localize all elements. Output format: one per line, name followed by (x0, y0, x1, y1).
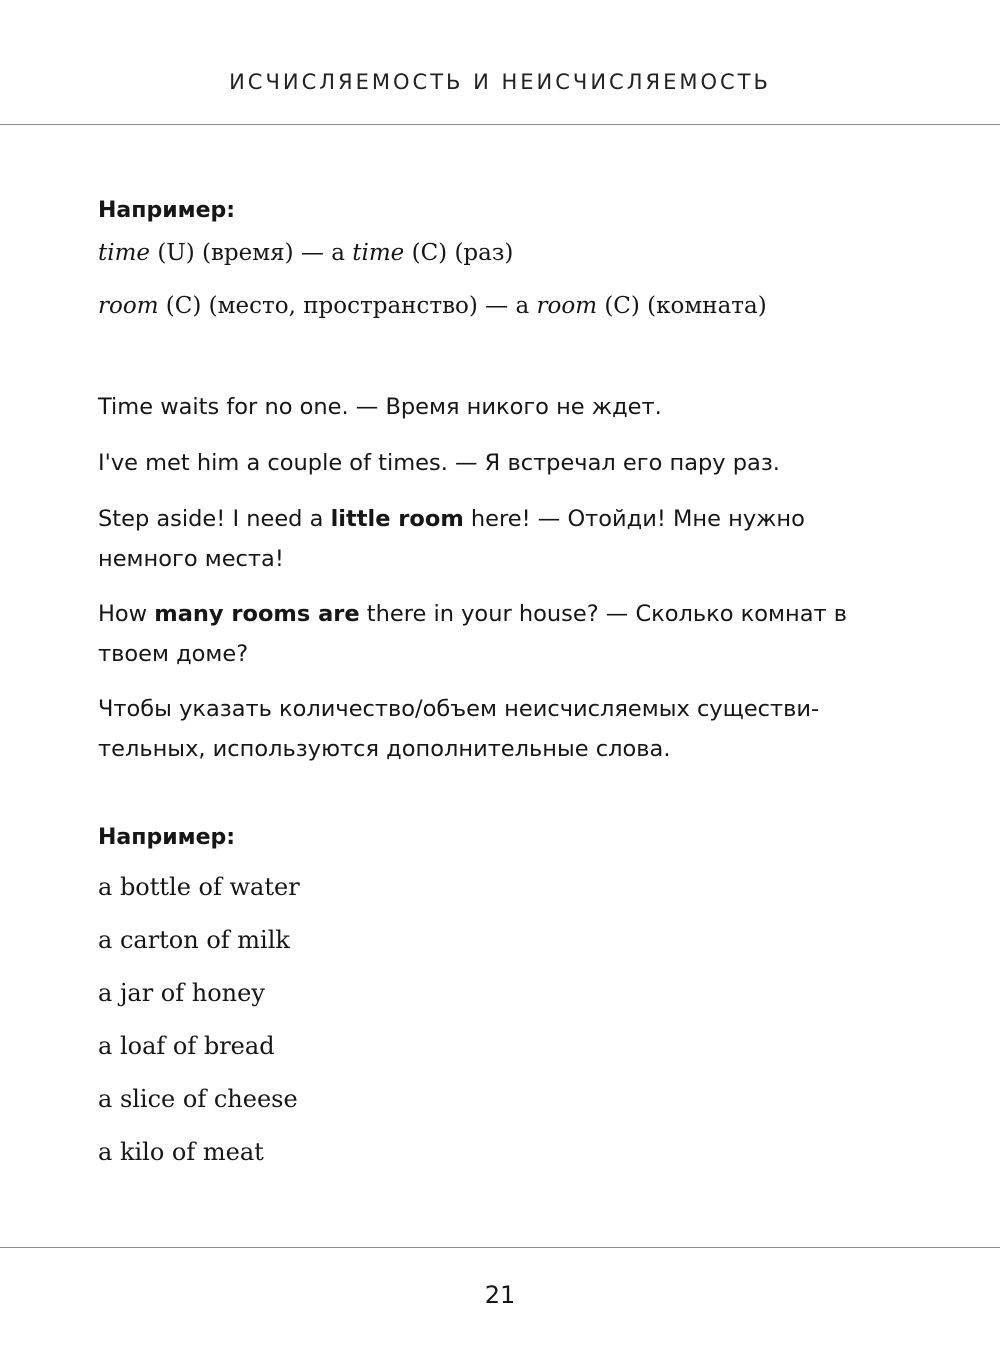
example-line-room (98, 293, 767, 319)
sentence-bold-phrase: little room (330, 506, 464, 532)
example-word: room (536, 293, 598, 319)
example-gloss: (C) (раз) (404, 240, 514, 266)
running-header: ИСЧИСЛЯЕМОСТЬ И НЕИСЧИСЛЯЕМОСТЬ (229, 70, 771, 94)
example-heading-1: Например: (98, 198, 236, 223)
list-item: a jar of honey (98, 979, 265, 1007)
example-gloss: (C) (комната) (597, 293, 767, 319)
sentence-1 (98, 387, 908, 427)
page-number: 21 (484, 1281, 516, 1309)
sentence-3 (98, 499, 908, 579)
sentence-text: there in your house? — Сколько комнат в твоем доме? (98, 601, 848, 667)
example-word: time (98, 240, 151, 266)
sentence-2 (98, 443, 908, 483)
example-gloss: (C) (место, пространство) — a (158, 293, 537, 319)
header-rule (0, 124, 1000, 125)
example-word: time (352, 240, 405, 266)
sentence-text: How (98, 601, 155, 627)
example-line-time (98, 240, 513, 266)
sentence-text: I've met him a couple of times. — Я встречал его пару раз. (98, 450, 780, 476)
footer-rule (0, 1247, 1000, 1248)
list-item: a carton of milk (98, 926, 290, 954)
sentence-text: here! — Отойди! Мне нужно немного места! (98, 506, 805, 572)
sentence-text: Time waits for no one. — Время никого не ждет. (98, 394, 662, 420)
sentence-text: Step aside! I need a (98, 506, 331, 532)
explanation-paragraph: Чтобы указать количество/объем неисчисляемых существи-тельных, используются дополнительные слова. (98, 696, 820, 762)
list-item: a slice of cheese (98, 1085, 298, 1113)
example-word: room (98, 293, 159, 319)
example-gloss: (U) (время) — a (150, 240, 353, 266)
list-item: a kilo of meat (98, 1138, 264, 1166)
example-heading-2: Например: (98, 825, 236, 850)
list-item: a bottle of water (98, 873, 300, 901)
sentence-4 (98, 594, 908, 674)
sentence-bold-phrase: many rooms are (154, 601, 360, 627)
list-item: a loaf of bread (98, 1032, 275, 1060)
